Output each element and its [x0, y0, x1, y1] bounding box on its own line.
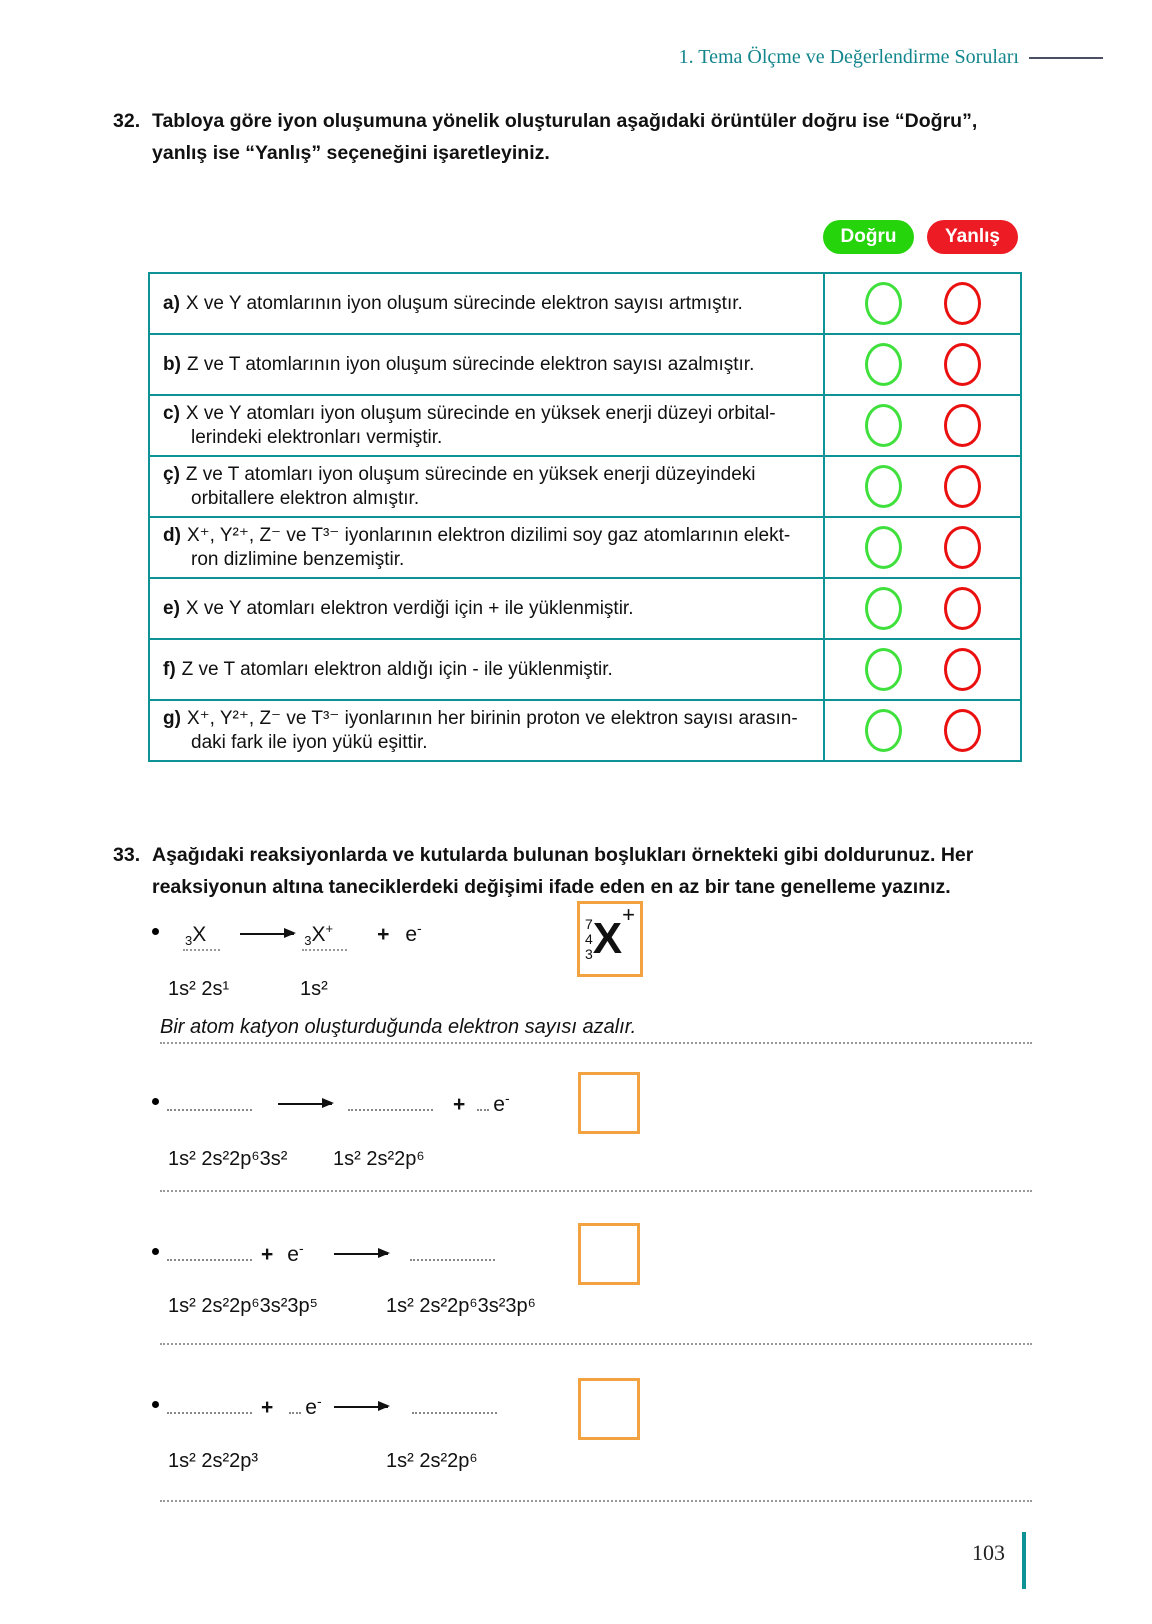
- row-letter: b): [163, 353, 181, 375]
- tf-row-g: [150, 699, 1020, 760]
- row-text: X⁺, Y²⁺, Z⁻ ve T³⁻ iyonlarının elektron dizilimi soy gaz atomlarının elekt-: [186, 524, 791, 546]
- tf-row-c: [150, 394, 1020, 455]
- dogru-option-circle[interactable]: [865, 343, 902, 386]
- neutron-number: 4: [584, 930, 593, 947]
- yanlis-option-circle[interactable]: [944, 526, 981, 569]
- generalization-line-blank[interactable]: [160, 1343, 1032, 1345]
- plus-sign: +: [261, 1243, 274, 1266]
- row-text: Z ve T atomları elektron aldığı için - ile yüklenmiştir.: [181, 658, 613, 680]
- question-33: [113, 840, 1043, 903]
- bullet-icon: [152, 928, 159, 935]
- plus-sign: +: [377, 923, 390, 946]
- yanlis-option-circle[interactable]: [944, 404, 981, 447]
- electron-symbol: e-: [493, 1090, 510, 1116]
- question-32: [113, 106, 1043, 169]
- question-33-text: Aşağıdaki reaksiyonlarda ve kutularda bulunan boşlukları örnekteki gibi doldurunuz. Her reaksiyonun altına taneciklerdeki değişimi ifade eden en az bir tane genelleme yazınız.: [152, 844, 974, 898]
- answer-box-reaction-2[interactable]: [578, 1072, 640, 1134]
- question-32-number: 32.: [113, 110, 141, 132]
- yanlis-button[interactable]: Yanlış: [927, 220, 1018, 254]
- true-false-table: [148, 272, 1022, 762]
- row-text: X ve Y atomları iyon oluşum sürecinde en yüksek enerji düzeyi orbital-: [185, 402, 776, 424]
- rhs-species-blank[interactable]: [410, 1259, 495, 1261]
- reaction-arrow-icon: [334, 1253, 388, 1256]
- plus-sign: +: [261, 1396, 274, 1419]
- dogru-option-circle[interactable]: [865, 465, 902, 508]
- ion-charge: +: [622, 902, 635, 927]
- bullet-icon: [152, 1248, 159, 1255]
- rhs-electron-config: 1s²: [300, 978, 328, 1000]
- footer-accent-bar: [1022, 1532, 1026, 1589]
- tf-row-d: [150, 516, 1020, 577]
- row-letter: d): [163, 524, 181, 546]
- dogru-option-circle[interactable]: [865, 587, 902, 630]
- row-letter: ç): [163, 463, 180, 485]
- yanlis-option-circle[interactable]: [944, 587, 981, 630]
- example-configs: [168, 978, 328, 1001]
- dogru-option-circle[interactable]: [865, 404, 902, 447]
- tf-row-f: [150, 638, 1020, 699]
- answer-legend: [823, 220, 1018, 254]
- dogru-option-circle[interactable]: [865, 648, 902, 691]
- rhs-electron-config: 1s² 2s²2p⁶3s²3p⁶: [386, 1295, 536, 1317]
- page-number: 103: [972, 1540, 1005, 1565]
- yanlis-option-circle[interactable]: [944, 465, 981, 508]
- lhs-electron-config: 1s² 2s¹: [168, 978, 230, 1000]
- yanlis-option-circle[interactable]: [944, 648, 981, 691]
- row-text: Z ve T atomları iyon oluşum sürecinde en yüksek enerji düzeyindeki: [185, 463, 756, 485]
- mass-number: 7: [584, 915, 593, 932]
- lhs-species-blank[interactable]: [167, 1259, 252, 1261]
- example-rhs-species: 3X+: [302, 921, 347, 951]
- reaction-arrow-icon: [334, 1406, 388, 1409]
- row-text-cont: lerindeki elektronları vermiştir.: [191, 426, 443, 448]
- bullet-icon: [152, 1401, 159, 1408]
- row-letter: g): [163, 707, 181, 729]
- generalization-line-blank[interactable]: [160, 1500, 1032, 1502]
- row-letter: e): [163, 597, 180, 619]
- row-letter: f): [163, 658, 176, 680]
- reaction-arrow-icon: [240, 933, 294, 936]
- dogru-option-circle[interactable]: [865, 282, 902, 325]
- reaction-4: [152, 1393, 497, 1420]
- answer-box-reaction-4[interactable]: [578, 1378, 640, 1440]
- yanlis-option-circle[interactable]: [944, 709, 981, 752]
- row-letter: c): [163, 402, 180, 424]
- row-letter: a): [163, 292, 180, 314]
- row-text: X ve Y atomlarının iyon oluşum sürecinde elektron sayısı artmıştır.: [185, 292, 743, 314]
- example-nuclide-box: [577, 901, 643, 977]
- yanlis-option-circle[interactable]: [944, 343, 981, 386]
- row-text-cont: ron dizlimine benzemiştir.: [191, 548, 405, 570]
- question-32-text: Tabloya göre iyon oluşumuna yönelik oluşturulan aşağıdaki örüntüler doğru ise “Doğru”, yanlış ise “Yanlış” seçeneğini işaretleyiniz.: [152, 110, 978, 164]
- electron-coefficient-blank[interactable]: [477, 1109, 489, 1111]
- rhs-species-blank[interactable]: [348, 1109, 433, 1111]
- electron-symbol: e-: [287, 1240, 304, 1266]
- element-symbol: X: [592, 914, 623, 964]
- row-text: X ve Y atomları elektron verdiği için + ile yüklenmiştir.: [185, 597, 634, 619]
- lhs-electron-config: 1s² 2s²2p³: [168, 1450, 259, 1472]
- tf-row-c-cedilla: [150, 455, 1020, 516]
- tf-row-b: [150, 333, 1020, 394]
- reaction-3-configs: [168, 1295, 536, 1318]
- question-33-number: 33.: [113, 844, 141, 866]
- electron-symbol: e-: [405, 920, 422, 946]
- lhs-electron-config: 1s² 2s²2p⁶3s²: [168, 1148, 288, 1170]
- reaction-example: [152, 920, 422, 951]
- answer-box-reaction-3[interactable]: [578, 1223, 640, 1285]
- header-rule: [1029, 57, 1103, 59]
- lhs-electron-config: 1s² 2s²2p⁶3s²3p⁵: [168, 1295, 318, 1317]
- row-text: X⁺, Y²⁺, Z⁻ ve T³⁻ iyonlarının her birinin proton ve elektron sayısı arasın-: [186, 707, 798, 729]
- rhs-species-blank[interactable]: [412, 1412, 497, 1414]
- dogru-option-circle[interactable]: [865, 526, 902, 569]
- lhs-species-blank[interactable]: [167, 1412, 252, 1414]
- generalization-line-blank[interactable]: [160, 1190, 1032, 1192]
- generalization-text: Bir atom katyon oluşturduğunda elektron sayısı azalır.: [160, 1016, 637, 1038]
- lhs-species-blank[interactable]: [167, 1109, 252, 1111]
- plus-sign: +: [453, 1093, 466, 1116]
- section-title: 1. Tema Ölçme ve Değerlendirme Soruları: [678, 46, 1019, 68]
- rhs-electron-config: 1s² 2s²2p⁶: [386, 1450, 478, 1472]
- yanlis-option-circle[interactable]: [944, 282, 981, 325]
- tf-row-e: [150, 577, 1020, 638]
- row-text-cont: orbitallere elektron almıştır.: [191, 487, 420, 509]
- dogru-button[interactable]: Doğru: [823, 220, 914, 254]
- reaction-arrow-icon: [278, 1103, 332, 1106]
- proton-number: 3: [584, 945, 593, 962]
- reaction-2-configs: [168, 1148, 425, 1171]
- electron-coefficient-blank[interactable]: [289, 1412, 301, 1414]
- dogru-option-circle[interactable]: [865, 709, 902, 752]
- page-header: [679, 46, 1103, 69]
- example-lhs-species: 3X: [183, 923, 220, 951]
- generalization-line-example[interactable]: [160, 1016, 1032, 1044]
- electron-symbol: e-: [305, 1393, 322, 1419]
- reaction-2: [152, 1090, 510, 1117]
- bullet-icon: [152, 1098, 159, 1105]
- reaction-4-configs: [168, 1450, 478, 1473]
- rhs-electron-config: 1s² 2s²2p⁶: [333, 1148, 425, 1170]
- reaction-3: [152, 1240, 495, 1267]
- row-text-cont: daki fark ile iyon yükü eşittir.: [191, 731, 428, 753]
- row-text: Z ve T atomlarının iyon oluşum sürecinde elektron sayısı azalmıştır.: [186, 353, 755, 375]
- tf-row-a: [150, 274, 1020, 333]
